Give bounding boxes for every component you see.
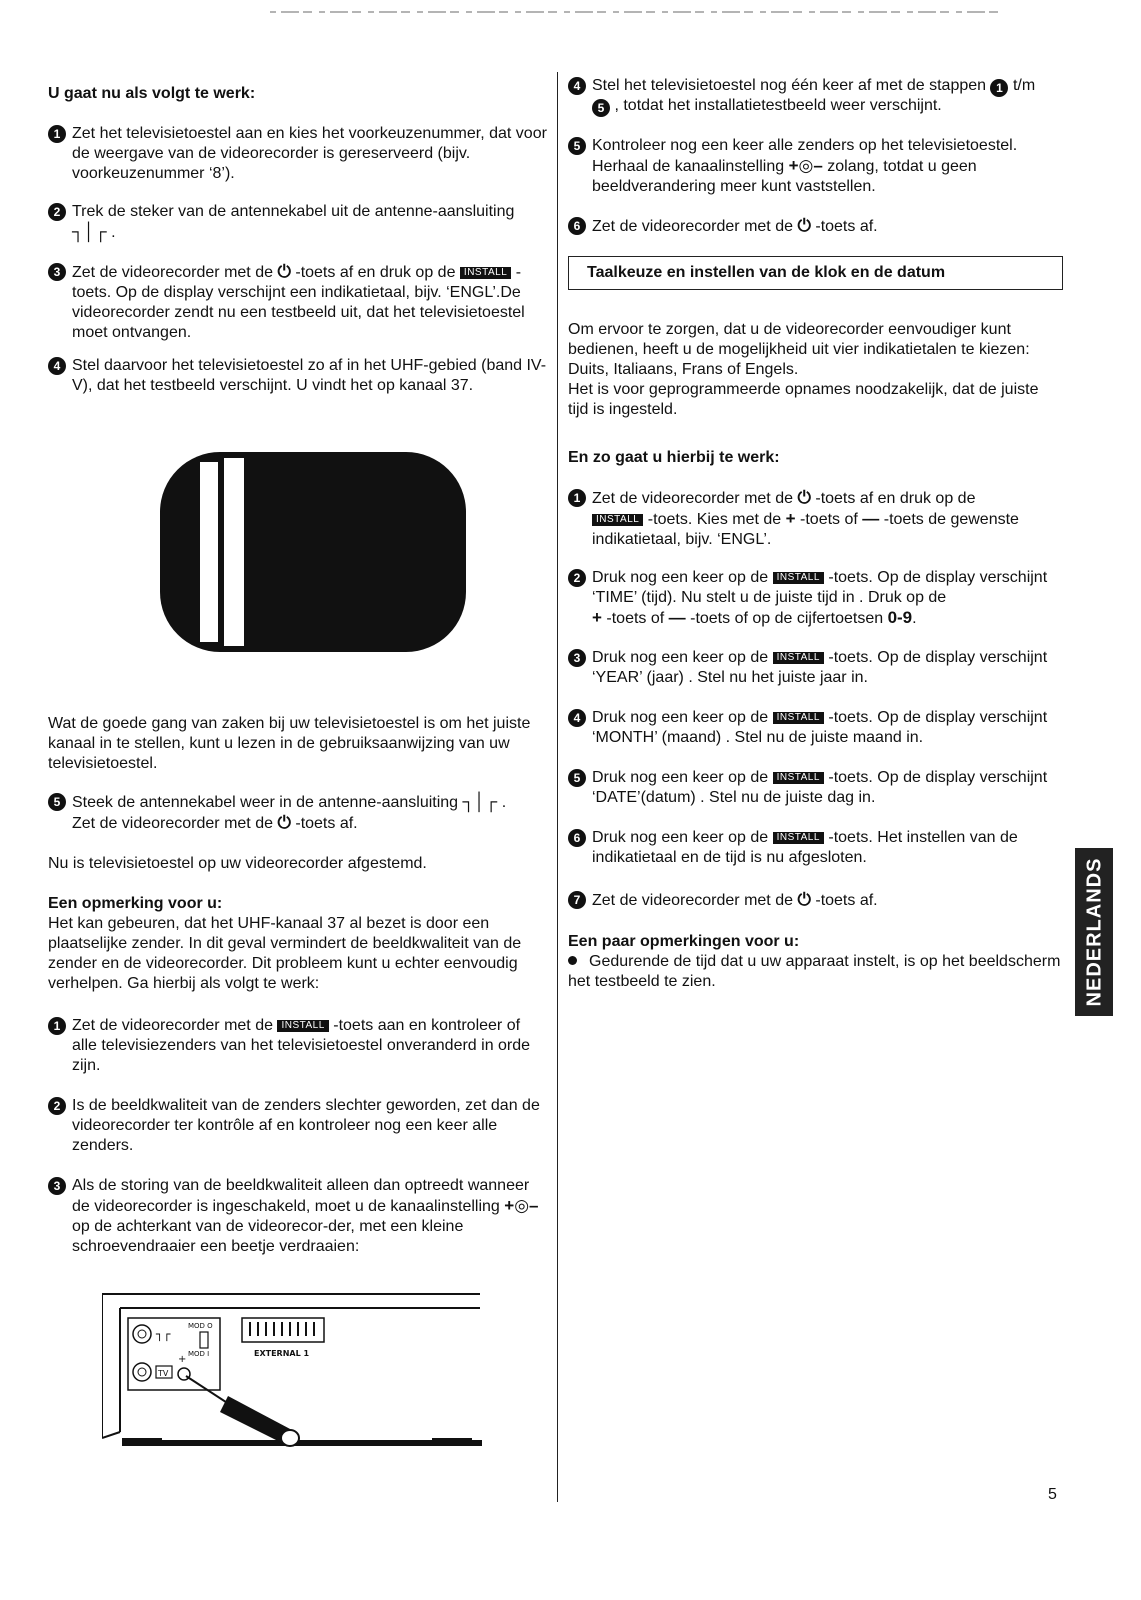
step-text: t/m xyxy=(1012,77,1036,94)
step-text: . xyxy=(912,610,917,627)
note-text: Het kan gebeuren, dat het UHF-kanaal 37 al bezet is door een plaatselijke zender. In dit geval vermindert de beeldkwaliteit van de zender en de videorecorder. Dit probleem kunt u echter eenvoudig verhelpen. Ga hierbij als volgt te werk: xyxy=(48,915,522,992)
step-number-icon: 5 xyxy=(568,769,586,787)
step-7 xyxy=(568,890,1063,911)
step-text: -toets af. xyxy=(815,218,878,235)
step-number-icon: 1 xyxy=(568,489,586,507)
power-icon: ⏻ xyxy=(797,216,811,235)
step-number-icon: 1 xyxy=(990,79,1008,97)
step-text: Zet het televisietoestel aan en kies het voorkeuzenummer, dat voor de weergave van de videorecorder is gereserveerd (bijv. voorkeuzenummer ‘8’). xyxy=(72,125,547,182)
step-text: Zet de videorecorder met de xyxy=(72,1017,273,1034)
power-icon: ⏻ xyxy=(797,488,811,507)
step-text: Zet de videorecorder met de xyxy=(592,892,793,909)
intro-paragraph-2: Het is voor geprogrammeerde opnames noodzakelijk, dat de juiste tijd is ingesteld. xyxy=(568,381,1039,418)
plus-icon: + xyxy=(592,608,602,627)
step-number-icon: 1 xyxy=(48,1017,66,1035)
step-6 xyxy=(568,828,1063,868)
step-4 xyxy=(48,356,548,396)
step-number-icon: 5 xyxy=(568,137,586,155)
step-text: -toets. Kies met de xyxy=(647,511,782,528)
step-number-icon: 3 xyxy=(48,1177,66,1195)
minus-icon: — xyxy=(668,608,686,627)
step-number-icon: 5 xyxy=(48,793,66,811)
step-text: op de achterkant van de videorecor-der, met een kleine schroevendraaier een beetje verdraaien: xyxy=(72,1218,464,1255)
notes-heading: Een paar opmerkingen voor u: xyxy=(568,933,800,950)
step-text: -toets of op de cijfertoetsen xyxy=(690,610,884,627)
continued-step-6 xyxy=(568,216,1063,237)
step-text: -toets. Op de display verschijnt een indikatietaal, bijv. ‘ENGL’.De videorecorder zendt nu een testbeeld uit, dat het televisietoestel moet ontvangen. xyxy=(72,264,525,341)
step-text: zolang, totdat u geen beeldverandering meer kunt vaststellen. xyxy=(592,158,977,195)
step-text: -toets. Op de display verschijnt ‘TIME’ (tijd). Nu stelt u de juiste tijd in . Druk op de xyxy=(592,569,1048,606)
power-icon: ⏻ xyxy=(277,813,291,832)
intro-paragraph: Om ervoor te zorgen, dat u de videorecorder eenvoudiger kunt bedienen, heeft u de mogelijkheid uit vier indikatietalen te kiezen: Duits, Italiaans, Frans of Engels. xyxy=(568,321,1030,378)
power-icon: ⏻ xyxy=(277,262,291,281)
antenna-socket-icon: ┐│┌ xyxy=(72,222,107,241)
step-text: -toets af. xyxy=(815,892,878,909)
step-text: -toets. Op de display verschijnt ‘MONTH’ (maand) . Stel nu de juiste maand in. xyxy=(592,709,1048,746)
step-text: -toets. Op de display verschijnt ‘YEAR’ (jaar) . Stel nu het juiste jaar in. xyxy=(592,649,1048,686)
step-text: . xyxy=(111,224,116,241)
step-number-icon: 1 xyxy=(48,125,66,143)
step-text: Druk nog een keer op de xyxy=(592,569,769,586)
step-number-icon: 7 xyxy=(568,891,586,909)
step-text: Druk nog een keer op de xyxy=(592,649,769,666)
minus-icon: — xyxy=(862,509,880,528)
tuned-paragraph: Nu is televisietoestel op uw videorecorder afgestemd. xyxy=(48,855,427,872)
step-text: Zet de videorecorder met de xyxy=(592,490,793,507)
step-3 xyxy=(48,262,548,343)
tuning-knob-icon: +◎– xyxy=(504,1196,539,1215)
mod-i-label: MOD I xyxy=(188,1350,210,1358)
digit-keys-label: 0-9 xyxy=(887,608,913,627)
install-key-icon: INSTALL xyxy=(773,652,824,664)
install-key-icon: INSTALL xyxy=(460,267,511,279)
section-heading: U gaat nu als volgt te werk: xyxy=(48,85,256,102)
tv-label: TV xyxy=(158,1369,169,1378)
step-5 xyxy=(48,792,548,834)
note-heading: Een opmerking voor u: xyxy=(48,895,223,912)
fix-step-3 xyxy=(48,1176,548,1257)
plus-icon: + xyxy=(785,509,796,528)
tv-test-picture-illustration xyxy=(158,450,468,655)
install-key-icon: INSTALL xyxy=(277,1020,328,1032)
step-text: Steek de antennekabel weer in de antenne-aansluiting xyxy=(72,794,459,811)
step-number-icon: 2 xyxy=(568,569,586,587)
step-3 xyxy=(568,648,1063,688)
notes-bullet xyxy=(568,952,1063,992)
step-text: . xyxy=(501,794,507,811)
step-5 xyxy=(568,768,1063,808)
step-number-icon: 5 xyxy=(592,99,610,117)
step-text: Trek de steker van de antennekabel uit de antenne-aansluiting xyxy=(72,203,515,220)
continued-step-5 xyxy=(568,136,1063,197)
step-text: -toets aan en kontroleer of alle televisiezenders van het televisietoestel onveranderd in orde zijn. xyxy=(72,1017,531,1074)
page-number: 5 xyxy=(1048,1486,1057,1503)
language-side-tab xyxy=(1075,848,1113,1016)
step-text: -toets. Het instellen van de indikatietaal en de tijd is nu afgesloten. xyxy=(592,829,1018,866)
mod-o-label: MOD O xyxy=(188,1322,213,1330)
step-text: Is de beeldkwaliteit van de zenders slechter geworden, zet dan de videorecorder ter kontrôle af en kontroleer nog een keer alle zenders. xyxy=(72,1097,540,1154)
tuning-knob-icon: +◎– xyxy=(788,156,823,175)
tuning-plus-label: + xyxy=(178,1354,187,1365)
step-text: , totdat het installatietestbeeld weer verschijnt. xyxy=(614,97,942,114)
step-text: Druk nog een keer op de xyxy=(592,769,769,786)
continued-step-4 xyxy=(568,76,1063,116)
step-2 xyxy=(48,202,548,243)
section-heading: En zo gaat u hierbij te werk: xyxy=(568,449,780,466)
power-icon: ⏻ xyxy=(797,890,811,909)
fix-step-2 xyxy=(48,1096,548,1156)
step-text: Als de storing van de beeldkwaliteit alleen dan optreedt wanneer de videorecorder is ingeschakeld, moet u de kanaalinstelling xyxy=(72,1177,530,1215)
step-number-icon: 3 xyxy=(48,263,66,281)
step-text: -toets of xyxy=(800,511,858,528)
step-4 xyxy=(568,708,1063,748)
step-text: Stel het televisietoestel nog één keer af met de stappen xyxy=(592,77,987,94)
step-text: -toets. Op de display verschijnt ‘DATE’(datum) . Stel nu de juiste dag in. xyxy=(592,769,1048,806)
step-text: -toets af en druk op de xyxy=(815,490,976,507)
step-number-icon: 6 xyxy=(568,829,586,847)
step-1 xyxy=(48,124,548,184)
install-key-icon: INSTALL xyxy=(773,832,824,844)
language-tab-label: NEDERLANDS xyxy=(1083,857,1105,1007)
step-number-icon: 4 xyxy=(48,357,66,375)
section-title-box: Taalkeuze en instellen van de klok en de datum xyxy=(568,256,1063,290)
install-key-icon: INSTALL xyxy=(773,772,824,784)
step-1 xyxy=(568,488,1063,550)
step-number-icon: 3 xyxy=(568,649,586,667)
step-text: Zet de videorecorder met de xyxy=(72,815,273,832)
step-text: Stel daarvoor het televisietoestel zo af in het UHF-gebied (band IV-V), dat het testbeeld verschijnt. U vindt het op kanaal 37. xyxy=(72,357,547,394)
bullet-icon xyxy=(568,956,577,965)
install-key-icon: INSTALL xyxy=(592,514,643,526)
step-number-icon: 4 xyxy=(568,709,586,727)
column-divider xyxy=(557,72,558,1502)
step-text: Zet de videorecorder met de xyxy=(72,264,273,281)
step-text: Zet de videorecorder met de xyxy=(592,218,793,235)
step-2 xyxy=(568,568,1063,629)
step-number-icon: 4 xyxy=(568,77,586,95)
scan-artifact xyxy=(0,0,1141,20)
step-text: -toets de gewenste indikatietaal, bijv. ‘ENGL’. xyxy=(592,511,1019,548)
install-key-icon: INSTALL xyxy=(773,572,824,584)
step-text: -toets af. xyxy=(295,815,358,832)
step-text: -toets of xyxy=(606,610,665,627)
step-text: Druk nog een keer op de xyxy=(592,829,769,846)
svg-text:┐┌: ┐┌ xyxy=(156,1327,171,1341)
fix-step-1 xyxy=(48,1016,548,1076)
step-number-icon: 2 xyxy=(48,1097,66,1115)
rear-panel-illustration xyxy=(102,1290,482,1460)
bullet-text: Gedurende de tijd dat u uw apparaat instelt, is op het beeldscherm het testbeeld te zien. xyxy=(568,953,1061,990)
install-key-icon: INSTALL xyxy=(773,712,824,724)
step-text: Druk nog een keer op de xyxy=(592,709,769,726)
step-number-icon: 6 xyxy=(568,217,586,235)
step-text: Kontroleer nog een keer alle zenders op het televisietoestel. Herhaal de kanaalinstelling xyxy=(592,137,1018,175)
step-number-icon: 2 xyxy=(48,203,66,221)
tv-info-paragraph: Wat de goede gang van zaken bij uw televisietoestel is om het juiste kanaal in te stellen, kunt u lezen in de gebruiksaanwijzing van uw televisietoestel. xyxy=(48,715,531,772)
step-text: -toets af en druk op de xyxy=(295,264,456,281)
antenna-socket-icon: ┐│┌ xyxy=(462,792,498,811)
external-label: EXTERNAL 1 xyxy=(254,1349,310,1358)
